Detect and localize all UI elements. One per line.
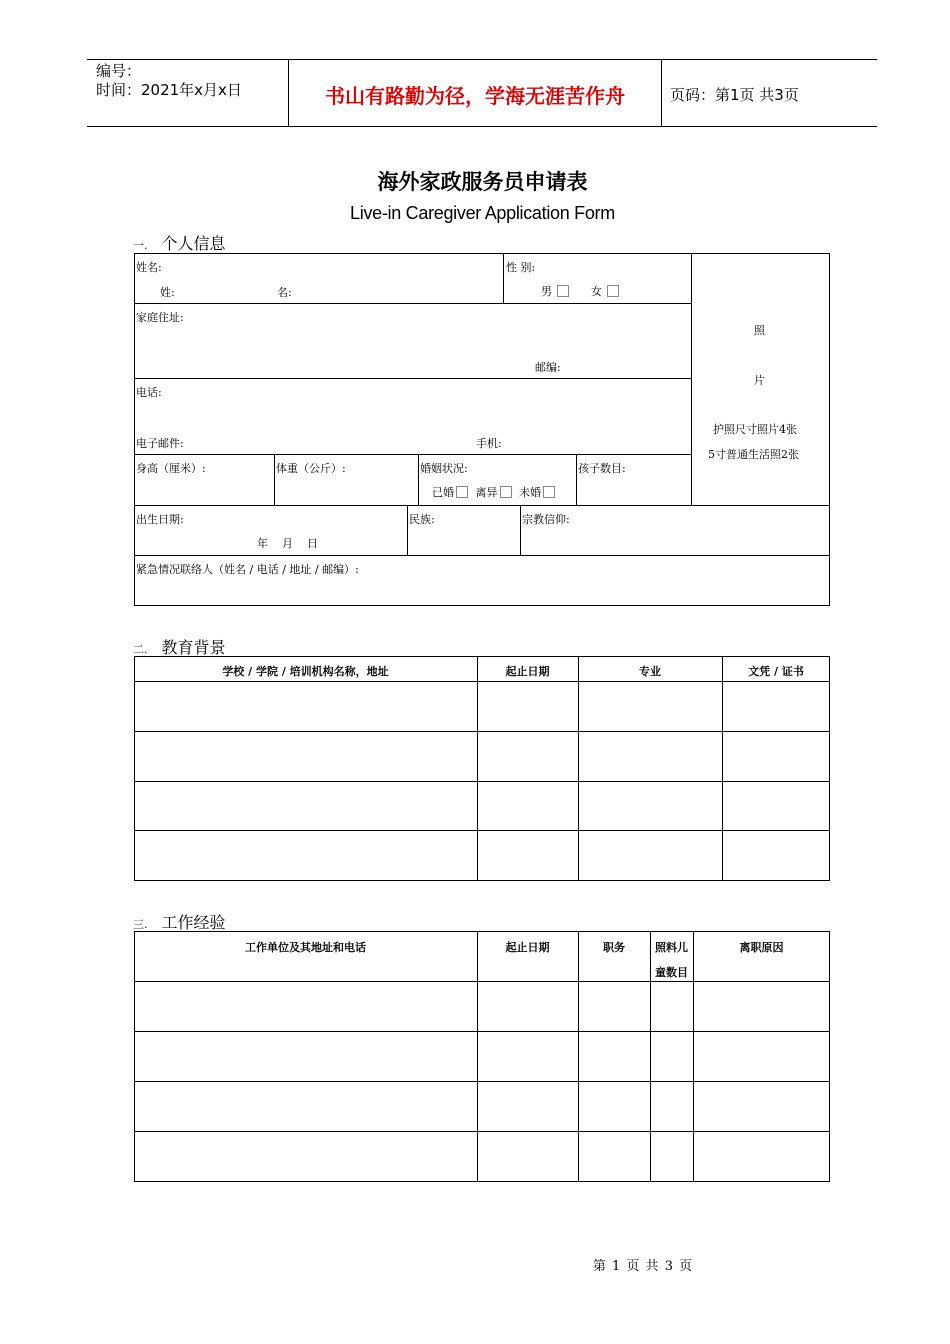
- photo-note-passport: 护照尺寸照片4张: [713, 423, 797, 436]
- photo-placeholder-char-2: 片: [754, 374, 765, 387]
- gender-label: 性 别:: [506, 261, 536, 274]
- unmarried-label: 未婚: [519, 486, 541, 499]
- row-divider: [134, 555, 830, 556]
- married-checkbox[interactable]: [456, 486, 468, 498]
- work-header-children-cared-line1: 照料儿: [655, 941, 688, 954]
- work-row-2[interactable]: [135, 1032, 829, 1080]
- form-title-chinese: 海外家政服务员申请表: [377, 170, 588, 194]
- birthdate-field[interactable]: 出生日期:: [136, 513, 184, 526]
- page-footer: 第 1 页 共 3 页: [592, 1259, 694, 1274]
- section-title: 个人信息: [161, 234, 226, 253]
- col-divider: [576, 454, 577, 505]
- unmarried-checkbox[interactable]: [543, 486, 555, 498]
- height-field[interactable]: 身高（厘米）:: [136, 462, 206, 475]
- given-name-field[interactable]: 名:: [277, 286, 292, 299]
- section-number: 一.: [133, 239, 148, 252]
- female-label: 女: [591, 285, 602, 298]
- married-label: 已婚: [432, 486, 454, 499]
- row-divider: [134, 454, 691, 455]
- col-divider: [407, 505, 408, 555]
- education-row-4[interactable]: [135, 831, 829, 880]
- photo-note-casual: 5寸普通生活照2张: [708, 448, 799, 461]
- work-header-leave-reason: 离职原因: [739, 941, 784, 954]
- row-divider: [134, 303, 691, 304]
- row-divider: [134, 505, 830, 506]
- work-header-position: 职务: [603, 941, 625, 954]
- page-number-label: 页码：第1页 共3页: [670, 86, 799, 104]
- section-number: 三.: [133, 918, 148, 931]
- emergency-contact-field[interactable]: 紧急情况联络人（姓名 / 电话 / 地址 / 邮编）:: [136, 563, 359, 576]
- education-header-school: 学校 / 学院 / 培训机构名称，地址: [222, 665, 389, 678]
- weight-field[interactable]: 体重（公斤）:: [276, 462, 346, 475]
- education-row-2[interactable]: [135, 732, 829, 780]
- male-label: 男: [541, 285, 552, 298]
- section-personal-heading: [133, 231, 226, 254]
- mobile-field[interactable]: 手机:: [476, 437, 502, 450]
- header-bottom-rule: [87, 126, 877, 127]
- section-work-heading: [133, 910, 226, 933]
- home-address-field[interactable]: 家庭住址:: [136, 311, 184, 324]
- work-header-children-cared-line2: 童数目: [655, 966, 688, 979]
- marital-options: [432, 486, 555, 499]
- work-header-employer: 工作单位及其地址和电话: [245, 941, 366, 954]
- photo-placeholder-char-1: 照: [754, 324, 765, 337]
- form-title-english: Live-in Caregiver Application Form: [350, 203, 615, 223]
- section-education-heading: [133, 635, 226, 658]
- gender-female-option[interactable]: [591, 285, 619, 298]
- col-divider: [520, 505, 521, 555]
- education-header-diploma: 文凭 / 证书: [748, 665, 804, 678]
- work-row-3[interactable]: [135, 1082, 829, 1130]
- divorced-label: 离异: [475, 486, 498, 499]
- section-title: 工作经验: [161, 913, 226, 932]
- gender-male-option[interactable]: [541, 285, 569, 298]
- divorced-checkbox[interactable]: [500, 486, 512, 498]
- education-row-1[interactable]: [135, 682, 829, 730]
- header-top-rule: [87, 59, 877, 60]
- document-number-label: 编号：: [96, 62, 142, 80]
- phone-field[interactable]: 电话:: [136, 386, 162, 399]
- work-header-dates: 起止日期: [505, 941, 550, 954]
- document-date-label: 时间：2021年x月x日: [96, 81, 242, 99]
- col-divider: [503, 253, 504, 303]
- work-row-4[interactable]: [135, 1132, 829, 1181]
- surname-field[interactable]: 姓:: [160, 286, 175, 299]
- education-header-major: 专业: [639, 665, 661, 678]
- row-divider: [134, 378, 691, 379]
- female-checkbox[interactable]: [607, 285, 619, 297]
- education-row-3[interactable]: [135, 782, 829, 829]
- col-divider: [418, 454, 419, 505]
- section-title: 教育背景: [161, 638, 226, 657]
- education-header-dates: 起止日期: [505, 665, 550, 678]
- name-label: 姓名:: [136, 261, 162, 274]
- male-checkbox[interactable]: [557, 285, 569, 297]
- ethnicity-field[interactable]: 民族:: [409, 513, 435, 526]
- photo-column-divider: [691, 253, 692, 505]
- section-number: 二.: [133, 643, 148, 656]
- email-field[interactable]: 电子邮件:: [136, 437, 184, 450]
- marital-status-label: 婚姻状况:: [420, 462, 468, 475]
- religion-field[interactable]: 宗教信仰:: [522, 513, 570, 526]
- header-motto: 书山有路勤为径，学海无涯苦作舟: [325, 84, 625, 108]
- children-count-field[interactable]: 孩子数目:: [578, 462, 626, 475]
- postcode-field[interactable]: 邮编:: [535, 361, 561, 374]
- birthdate-ymd: 年 月 日: [257, 537, 318, 550]
- work-row-1[interactable]: [135, 982, 829, 1030]
- col-divider: [274, 454, 275, 505]
